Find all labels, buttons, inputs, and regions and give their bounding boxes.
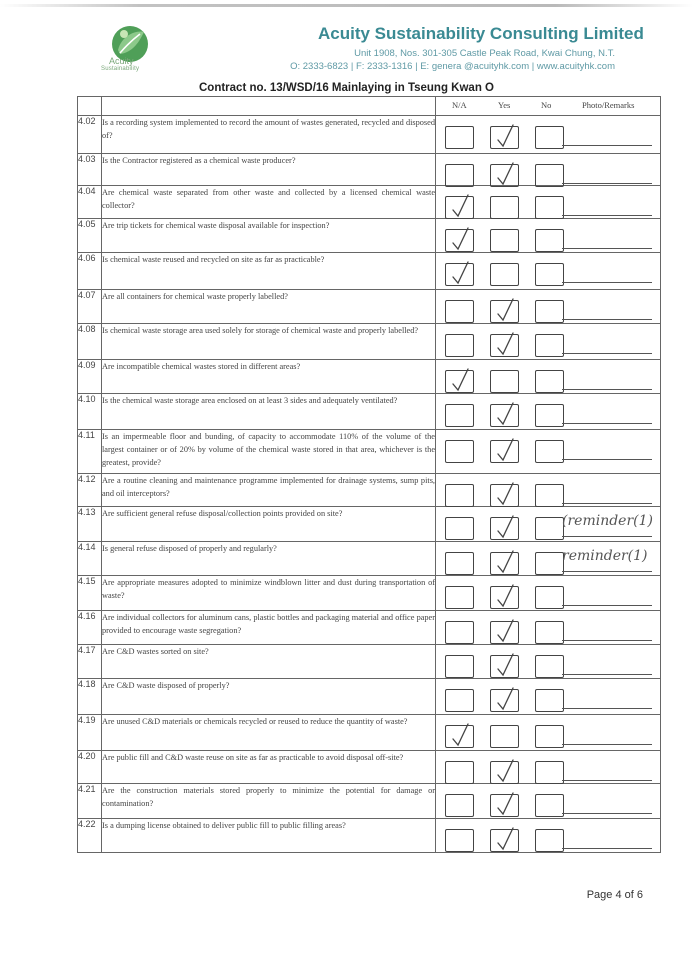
col-na: N/A bbox=[452, 100, 467, 110]
remarks-line bbox=[562, 744, 652, 745]
remarks-line bbox=[562, 813, 652, 814]
table-row bbox=[78, 819, 661, 853]
checkbox-yes[interactable] bbox=[490, 794, 519, 817]
checkmark-icon bbox=[493, 401, 517, 427]
col-no: No bbox=[541, 100, 552, 110]
checkbox-no[interactable] bbox=[535, 334, 564, 357]
header-answers bbox=[436, 97, 661, 116]
answer-cell bbox=[436, 715, 661, 751]
checkbox-no[interactable] bbox=[535, 725, 564, 748]
checkmark-icon bbox=[493, 583, 517, 609]
header-num bbox=[78, 97, 102, 116]
item-number: 4.16 bbox=[78, 611, 102, 645]
item-question: Is the Contractor registered as a chemical waste producer? bbox=[102, 154, 436, 186]
item-question: Are individual collectors for aluminum cans, plastic bottles and packaging material and office paper provided to encourage waste segregation? bbox=[102, 611, 436, 645]
answer-cell bbox=[436, 819, 661, 853]
checkmark-icon bbox=[493, 297, 517, 323]
item-question: Are chemical waste separated from other waste and collected by a licensed chemical waste collector? bbox=[102, 186, 436, 219]
checkbox-na[interactable] bbox=[445, 761, 474, 784]
answer-cell bbox=[436, 290, 661, 324]
answer-cell bbox=[436, 324, 661, 360]
remarks-line bbox=[562, 319, 652, 320]
checkbox-yes[interactable] bbox=[490, 263, 519, 286]
checkbox-na[interactable] bbox=[445, 829, 474, 852]
item-question: Are unused C&D materials or chemicals recycled or reused to reduce the quantity of waste? bbox=[102, 715, 436, 751]
remarks-line bbox=[562, 536, 652, 537]
checkbox-na[interactable] bbox=[445, 126, 474, 149]
checkbox-yes[interactable] bbox=[490, 725, 519, 748]
checkmark-icon bbox=[493, 618, 517, 644]
answer-cell bbox=[436, 116, 661, 154]
checkbox-no[interactable] bbox=[535, 370, 564, 393]
checkbox-no[interactable] bbox=[535, 300, 564, 323]
remarks-line bbox=[562, 780, 652, 781]
checkbox-yes[interactable] bbox=[490, 552, 519, 575]
answer-cell bbox=[436, 186, 661, 219]
item-number: 4.15 bbox=[78, 576, 102, 611]
item-number: 4.05 bbox=[78, 219, 102, 253]
table-row bbox=[78, 611, 661, 645]
checkbox-na[interactable] bbox=[445, 196, 474, 219]
item-number: 4.03 bbox=[78, 154, 102, 186]
table-row bbox=[78, 542, 661, 576]
checkbox-yes[interactable] bbox=[490, 655, 519, 678]
table-row bbox=[78, 751, 661, 784]
item-question: Are C&D wastes sorted on site? bbox=[102, 645, 436, 679]
checkbox-no[interactable] bbox=[535, 164, 564, 187]
checkbox-yes[interactable] bbox=[490, 829, 519, 852]
item-question: Are public fill and C&D waste reuse on site as far as practicable to avoid disposal off-site? bbox=[102, 751, 436, 784]
remarks-line bbox=[562, 145, 652, 146]
checkbox-no[interactable] bbox=[535, 586, 564, 609]
checkbox-no[interactable] bbox=[535, 829, 564, 852]
item-question: Is a dumping license obtained to deliver public fill to public filling areas? bbox=[102, 819, 436, 853]
item-question: Are all containers for chemical waste properly labelled? bbox=[102, 290, 436, 324]
checkbox-na[interactable] bbox=[445, 404, 474, 427]
checkbox-yes[interactable] bbox=[490, 126, 519, 149]
table-row bbox=[78, 679, 661, 715]
checkbox-na[interactable] bbox=[445, 552, 474, 575]
checkbox-no[interactable] bbox=[535, 655, 564, 678]
checkbox-na[interactable] bbox=[445, 689, 474, 712]
checkbox-na[interactable] bbox=[445, 484, 474, 507]
checkmark-icon bbox=[448, 193, 472, 219]
col-yes: Yes bbox=[498, 100, 511, 110]
remarks-line bbox=[562, 503, 652, 504]
checkbox-no[interactable] bbox=[535, 229, 564, 252]
checkmark-icon bbox=[493, 758, 517, 784]
table-row bbox=[78, 784, 661, 819]
remarks-line bbox=[562, 353, 652, 354]
table-row bbox=[78, 645, 661, 679]
checkbox-no[interactable] bbox=[535, 126, 564, 149]
logo-text: Acuity bbox=[109, 56, 134, 66]
remarks-line bbox=[562, 571, 652, 572]
company-name: Acuity Sustainability Consulting Limited bbox=[318, 24, 644, 43]
remarks-line bbox=[562, 640, 652, 641]
checkmark-icon bbox=[493, 514, 517, 540]
item-number: 4.13 bbox=[78, 507, 102, 542]
item-question: Are a routine cleaning and maintenance programme implemented for drainage systems, sump pits, and oil interceptors? bbox=[102, 474, 436, 507]
checkbox-yes[interactable] bbox=[490, 440, 519, 463]
table-row bbox=[78, 430, 661, 474]
remarks-line bbox=[562, 423, 652, 424]
checkbox-yes[interactable] bbox=[490, 164, 519, 187]
item-question: Is the chemical waste storage area enclosed on at least 3 sides and adequately ventilated? bbox=[102, 394, 436, 430]
checkmark-icon bbox=[493, 331, 517, 357]
checkbox-na[interactable] bbox=[445, 300, 474, 323]
checkmark-icon bbox=[493, 686, 517, 712]
item-number: 4.02 bbox=[78, 116, 102, 154]
checkmark-icon bbox=[448, 226, 472, 252]
checkbox-yes[interactable] bbox=[490, 370, 519, 393]
checkbox-no[interactable] bbox=[535, 761, 564, 784]
item-question: Is chemical waste reused and recycled on site as far as practicable? bbox=[102, 253, 436, 290]
item-question: Are C&D waste disposed of properly? bbox=[102, 679, 436, 715]
checkmark-icon bbox=[448, 367, 472, 393]
remarks-line bbox=[562, 282, 652, 283]
remarks-line bbox=[562, 674, 652, 675]
item-question: Are incompatible chemical wastes stored in different areas? bbox=[102, 360, 436, 394]
table-row bbox=[78, 324, 661, 360]
checkmark-icon bbox=[493, 549, 517, 575]
item-number: 4.09 bbox=[78, 360, 102, 394]
item-question: Are trip tickets for chemical waste disposal available for inspection? bbox=[102, 219, 436, 253]
checkbox-no[interactable] bbox=[535, 552, 564, 575]
checkbox-yes[interactable] bbox=[490, 196, 519, 219]
checkbox-yes[interactable] bbox=[490, 484, 519, 507]
header-row bbox=[78, 97, 661, 116]
item-question: Are the construction materials stored properly to minimize the potential for damage or contamination? bbox=[102, 784, 436, 819]
table-row bbox=[78, 154, 661, 186]
item-number: 4.12 bbox=[78, 474, 102, 507]
item-number: 4.04 bbox=[78, 186, 102, 219]
checkbox-no[interactable] bbox=[535, 621, 564, 644]
answer-cell bbox=[436, 394, 661, 430]
checkbox-na[interactable] bbox=[445, 263, 474, 286]
checkbox-yes[interactable] bbox=[490, 334, 519, 357]
checkbox-no[interactable] bbox=[535, 404, 564, 427]
item-number: 4.17 bbox=[78, 645, 102, 679]
page-number: Page 4 of 6 bbox=[586, 889, 643, 901]
checkmark-icon bbox=[493, 826, 517, 852]
table-row bbox=[78, 715, 661, 751]
remarks-line bbox=[562, 605, 652, 606]
checkbox-yes[interactable] bbox=[490, 517, 519, 540]
checkbox-no[interactable] bbox=[535, 517, 564, 540]
remarks-line bbox=[562, 848, 652, 849]
answer-cell bbox=[436, 219, 661, 253]
item-number: 4.21 bbox=[78, 784, 102, 819]
answer-cell bbox=[436, 784, 661, 819]
answer-cell bbox=[436, 253, 661, 290]
col-remarks: Photo/Remarks bbox=[582, 100, 635, 110]
checkmark-icon bbox=[493, 652, 517, 678]
item-number: 4.18 bbox=[78, 679, 102, 715]
checkbox-yes[interactable] bbox=[490, 229, 519, 252]
table-row bbox=[78, 186, 661, 219]
item-number: 4.19 bbox=[78, 715, 102, 751]
contract-title: Contract no. 13/WSD/16 Mainlaying in Tseung Kwan O bbox=[199, 82, 494, 94]
checkbox-yes[interactable] bbox=[490, 404, 519, 427]
answer-cell bbox=[436, 611, 661, 645]
checkmark-icon bbox=[493, 123, 517, 149]
answer-cell bbox=[436, 679, 661, 715]
checkbox-yes[interactable] bbox=[490, 621, 519, 644]
checkbox-na[interactable] bbox=[445, 334, 474, 357]
checkbox-na[interactable] bbox=[445, 586, 474, 609]
item-question: Is chemical waste storage area used solely for storage of chemical waste and properly labelled? bbox=[102, 324, 436, 360]
answer-cell bbox=[436, 576, 661, 611]
checkbox-na[interactable] bbox=[445, 370, 474, 393]
table-row bbox=[78, 116, 661, 154]
checklist-table bbox=[77, 96, 661, 853]
item-question: Is an impermeable floor and bunding, of capacity to accommodate 110% of the volume of the largest container or of 20% by volume of the chemical waste stored in that area, whichever is the greatest, provide? bbox=[102, 430, 436, 474]
checkbox-na[interactable] bbox=[445, 725, 474, 748]
table-row bbox=[78, 253, 661, 290]
header-question bbox=[102, 97, 436, 116]
remarks-line bbox=[562, 215, 652, 216]
item-question: Are appropriate measures adopted to minimize windblown litter and dust during transportation of waste? bbox=[102, 576, 436, 611]
remarks-line bbox=[562, 183, 652, 184]
checkmark-icon bbox=[493, 161, 517, 187]
answer-cell bbox=[436, 430, 661, 474]
checkmark-icon bbox=[493, 481, 517, 507]
remarks-line bbox=[562, 459, 652, 460]
remarks-line bbox=[562, 389, 652, 390]
checkmark-icon bbox=[448, 722, 472, 748]
checkmark-icon bbox=[493, 791, 517, 817]
checkbox-no[interactable] bbox=[535, 794, 564, 817]
answer-cell bbox=[436, 360, 661, 394]
remark-text: reminder(1) bbox=[562, 548, 648, 564]
item-question: Is general refuse disposed of properly and regularly? bbox=[102, 542, 436, 576]
checkbox-na[interactable] bbox=[445, 229, 474, 252]
item-question: Is a recording system implemented to record the amount of wastes generated, recycled and disposed of? bbox=[102, 116, 436, 154]
item-number: 4.20 bbox=[78, 751, 102, 784]
checkbox-na[interactable] bbox=[445, 517, 474, 540]
table-row bbox=[78, 507, 661, 542]
item-number: 4.22 bbox=[78, 819, 102, 853]
table-row bbox=[78, 219, 661, 253]
checkbox-no[interactable] bbox=[535, 263, 564, 286]
logo-subtext: Sustainability bbox=[101, 66, 140, 72]
company-address: Unit 1908, Nos. 301-305 Castle Peak Road, Kwai Chung, N.T. bbox=[354, 48, 615, 59]
answer-cell bbox=[436, 507, 661, 542]
item-number: 4.07 bbox=[78, 290, 102, 324]
company-contact: O: 2333-6823 | F: 2333-1316 | E: genera @acuityhk.com | www.acuityhk.com bbox=[290, 61, 615, 72]
answer-cell bbox=[436, 542, 661, 576]
answer-cell bbox=[436, 645, 661, 679]
checkbox-na[interactable] bbox=[445, 164, 474, 187]
item-number: 4.11 bbox=[78, 430, 102, 474]
item-number: 4.06 bbox=[78, 253, 102, 290]
item-number: 4.08 bbox=[78, 324, 102, 360]
answer-cell bbox=[436, 154, 661, 186]
top-rule bbox=[0, 4, 693, 7]
checkmark-icon bbox=[493, 437, 517, 463]
table-row bbox=[78, 576, 661, 611]
remarks-line bbox=[562, 708, 652, 709]
checkbox-na[interactable] bbox=[445, 794, 474, 817]
answer-cell bbox=[436, 474, 661, 507]
checkbox-na[interactable] bbox=[445, 440, 474, 463]
checkbox-no[interactable] bbox=[535, 440, 564, 463]
remark-text: (reminder(1) bbox=[562, 513, 653, 529]
table-row bbox=[78, 394, 661, 430]
item-number: 4.10 bbox=[78, 394, 102, 430]
table-row bbox=[78, 360, 661, 394]
checkbox-no[interactable] bbox=[535, 484, 564, 507]
checkbox-no[interactable] bbox=[535, 196, 564, 219]
checkmark-icon bbox=[448, 260, 472, 286]
checkbox-no[interactable] bbox=[535, 689, 564, 712]
checkbox-na[interactable] bbox=[445, 655, 474, 678]
table-row bbox=[78, 290, 661, 324]
item-question: Are sufficient general refuse disposal/collection points provided on site? bbox=[102, 507, 436, 542]
table-row bbox=[78, 474, 661, 507]
checkbox-yes[interactable] bbox=[490, 586, 519, 609]
checkbox-yes[interactable] bbox=[490, 689, 519, 712]
remarks-line bbox=[562, 248, 652, 249]
checkbox-yes[interactable] bbox=[490, 300, 519, 323]
item-number: 4.14 bbox=[78, 542, 102, 576]
checkbox-na[interactable] bbox=[445, 621, 474, 644]
checkbox-yes[interactable] bbox=[490, 761, 519, 784]
answer-cell bbox=[436, 751, 661, 784]
